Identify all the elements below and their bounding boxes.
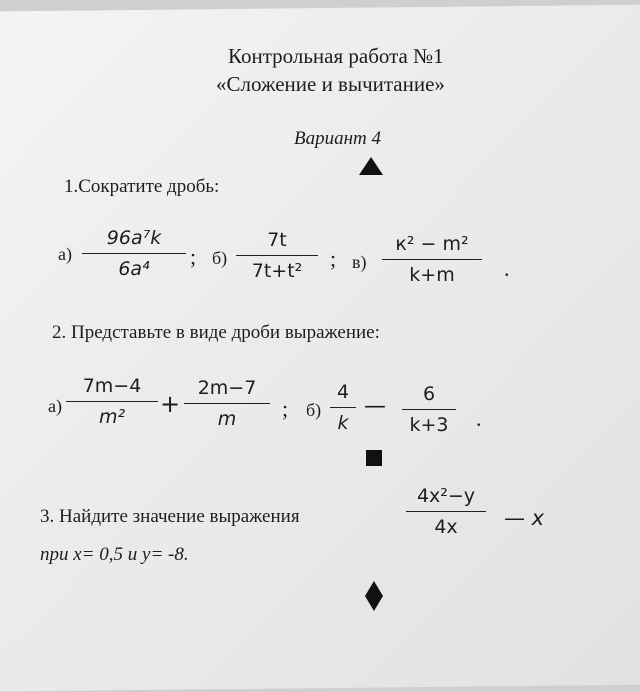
task1-a-fraction (82, 226, 186, 281)
fraction-bar (330, 407, 356, 408)
fraction-bar (236, 255, 318, 256)
end-period: . (504, 256, 510, 281)
fraction-denominator: m (217, 408, 237, 430)
fraction-denominator: k+m (409, 264, 455, 286)
fraction-denominator: m² (98, 406, 126, 428)
fraction-bar (382, 259, 482, 260)
task1-heading: 1.Сократите дробь: (64, 176, 220, 197)
fraction-bar (406, 511, 486, 512)
paper-sheet (0, 4, 640, 691)
task1-c-fraction (382, 232, 482, 287)
task3-fraction (406, 484, 486, 539)
fraction-bar (66, 401, 158, 402)
task3-tail: — x (504, 506, 545, 530)
task1-a-label: а) (58, 244, 72, 264)
end-period: . (476, 406, 482, 431)
diamond-marker-icon (364, 580, 384, 612)
square-marker-icon (366, 450, 382, 466)
plus-sign: + (160, 390, 181, 418)
variant-label: Вариант 4 (294, 128, 382, 149)
separator: ; (190, 244, 197, 269)
fraction-bar (402, 409, 456, 410)
minus-sign: — (364, 394, 386, 419)
task3-condition: при x= 0,5 и y= -8. (40, 544, 189, 565)
task2-heading: 2. Представьте в виде дроби выражение: (52, 322, 380, 343)
task2-b1-fraction (330, 380, 356, 435)
fraction-denominator: 4x (434, 516, 458, 538)
fraction-numerator: 4 (336, 381, 350, 403)
task2-b-label: б) (306, 400, 322, 420)
worksheet-subtitle: «Сложение и вычитание» (216, 72, 445, 96)
separator: ; (282, 396, 289, 421)
fraction-bar (184, 403, 270, 404)
separator: ; (330, 246, 337, 271)
fraction-denominator: k (337, 412, 349, 434)
fraction-numerator: 96a⁷k (106, 227, 162, 249)
fraction-numerator: 6 (422, 383, 436, 405)
task2-a2-fraction (184, 376, 270, 431)
task2-b2-fraction (402, 382, 456, 437)
task2-a-label: а) (48, 396, 62, 416)
fraction-denominator: 7t+t² (251, 260, 303, 282)
fraction-numerator: 7t (267, 229, 287, 251)
fraction-numerator: к² − m² (395, 233, 469, 255)
task3-heading: 3. Найдите значение выражения (40, 506, 300, 527)
task1-b-fraction (236, 228, 318, 283)
fraction-numerator: 4x²−y (416, 485, 476, 507)
triangle-marker-icon (358, 156, 384, 176)
fraction-numerator: 7m−4 (82, 375, 142, 397)
task2-a1-fraction (66, 374, 158, 429)
fraction-denominator: 6a⁴ (118, 258, 150, 280)
task1-b-label: б) (212, 248, 228, 268)
worksheet-title: Контрольная работа №1 (228, 44, 444, 68)
fraction-bar (82, 253, 186, 254)
task1-c-label: в) (352, 252, 367, 272)
fraction-denominator: k+3 (409, 414, 449, 436)
fraction-numerator: 2m−7 (197, 377, 257, 399)
